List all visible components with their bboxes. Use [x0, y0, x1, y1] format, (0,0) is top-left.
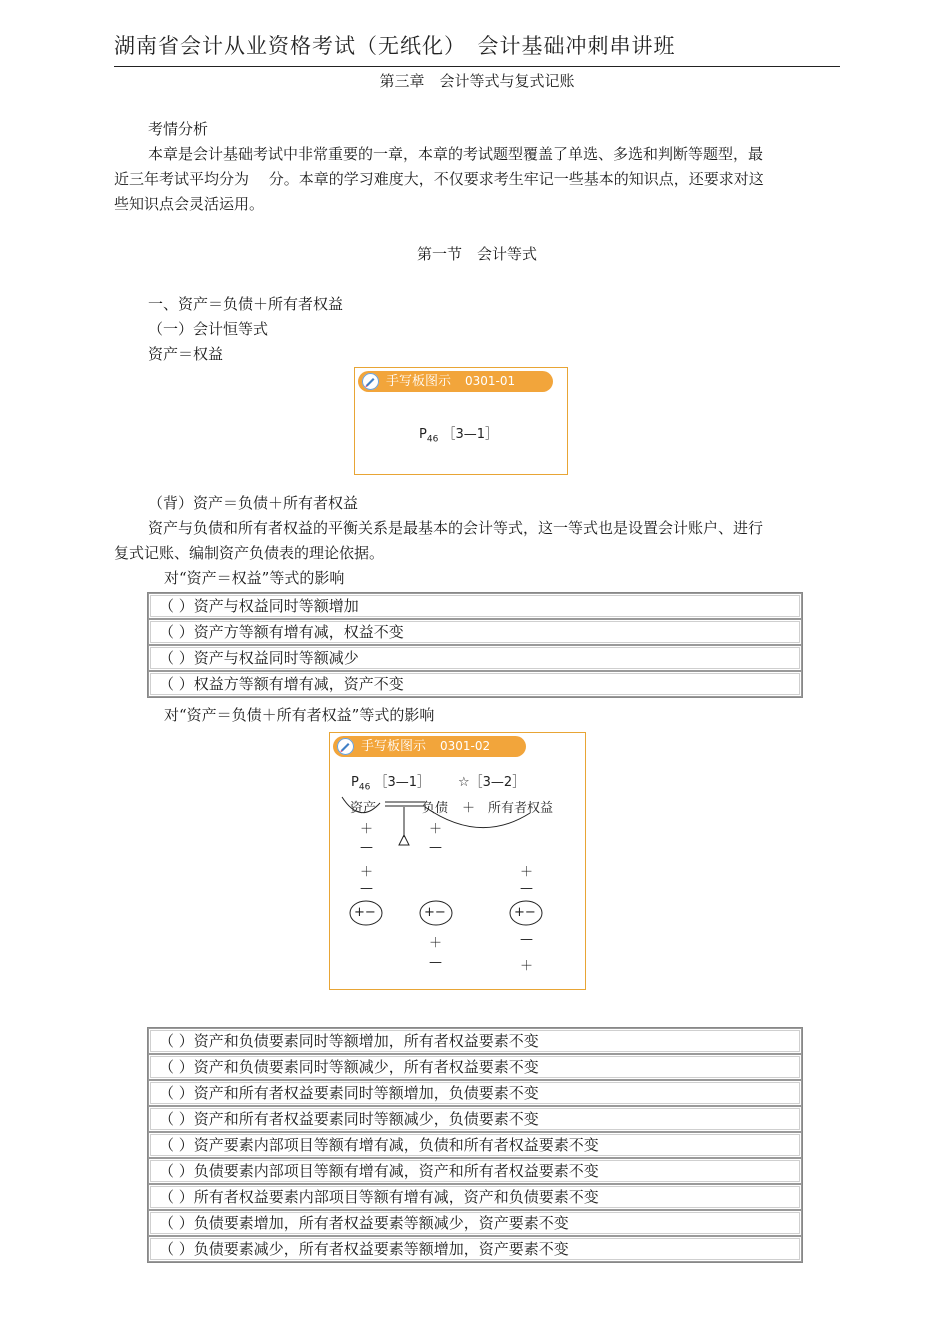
board-tab-label: 手写板图示 — [386, 374, 452, 389]
board-code: 0301-02 — [440, 739, 491, 753]
board-reference: $P_{46}$ ［3—1］ — [351, 775, 430, 793]
chapter-title: 第三章 会计等式与复式记账 — [379, 72, 575, 90]
sign-minus: — — [360, 881, 373, 896]
sign-plus: ＋ — [360, 822, 374, 837]
sign-plus-minus: +− — [514, 905, 536, 920]
impact2-table — [147, 1027, 803, 1263]
impact1-title: 对“资产＝权益”等式的影响 — [164, 569, 345, 587]
sign-minus: — — [360, 840, 373, 855]
header-title: 湖南省会计从业资格考试（无纸化） 会计基础冲刺串讲班 — [114, 34, 676, 58]
board-tab — [358, 371, 553, 392]
handwriting-board-2 — [329, 732, 586, 990]
table-row: （ ）资产与权益同时等额增加 — [148, 593, 802, 619]
handwriting-board-1 — [354, 367, 568, 475]
impact2-title: 对“资产＝负债＋所有者权益”等式的影响 — [164, 706, 435, 724]
analysis-text-line2: 近三年考试平均分为 分。本章的学习难度大，不仅要求考生牢记一些基本的知识点，还要求对这 — [114, 170, 764, 188]
table-row: （ ）负债要素减少，所有者权益要素等额增加，资产要素不变 — [148, 1236, 802, 1262]
table-row: （ ）资产方等额有增有减，权益不变 — [148, 619, 802, 645]
balance-para-line2: 复式记账、编制资产负债表的理论依据。 — [114, 544, 385, 562]
table-row: （ ）资产和负债要素同时等额减少，所有者权益要素不变 — [148, 1054, 802, 1080]
impact1-table — [147, 592, 803, 698]
eq-plus: ＋ — [462, 801, 476, 816]
table-row: （ ）负债要素内部项目等额有增有减，资产和所有者权益要素不变 — [148, 1158, 802, 1184]
board-tab-label: 手写板图示 — [361, 739, 427, 754]
board-reference-star: ☆［3—2］ — [458, 775, 526, 790]
sign-plus-minus: +− — [354, 905, 376, 920]
table-row: （ ）所有者权益要素内部项目等额有增有减，资产和负债要素不变 — [148, 1184, 802, 1210]
sign-minus: — — [520, 881, 533, 896]
table-row: （ ）资产和负债要素同时等额增加，所有者权益要素不变 — [148, 1028, 802, 1054]
sign-plus: ＋ — [360, 865, 374, 880]
sign-plus: ＋ — [429, 936, 443, 951]
eq-asset: 资产 — [350, 801, 377, 816]
table-row: （ ）资产与权益同时等额减少 — [148, 645, 802, 671]
sign-plus: ＋ — [429, 822, 443, 837]
table-row: （ ）资产和所有者权益要素同时等额减少，负债要素不变 — [148, 1106, 802, 1132]
table-row: （ ）权益方等额有增有减，资产不变 — [148, 671, 802, 697]
equation-line: 资产＝权益 — [148, 345, 224, 363]
sign-plus-minus: +− — [424, 905, 446, 920]
topic-heading: 一、资产＝负债＋所有者权益 — [148, 295, 344, 313]
analysis-text-line3: 些知识点会灵活运用。 — [114, 195, 265, 213]
section-title: 第一节 会计等式 — [416, 245, 537, 263]
recite-line: （背）资产＝负债＋所有者权益 — [148, 494, 359, 512]
sign-plus: ＋ — [520, 865, 534, 880]
table-row: （ ）负债要素增加，所有者权益要素等额减少，资产要素不变 — [148, 1210, 802, 1236]
analysis-heading: 考情分析 — [148, 120, 209, 138]
sign-minus: — — [429, 955, 442, 970]
eq-liability: 负债 — [422, 801, 449, 816]
sign-minus: — — [520, 932, 533, 947]
pen-icon — [362, 373, 379, 390]
sign-minus: — — [429, 840, 442, 855]
balance-para-line1: 资产与负债和所有者权益的平衡关系是最基本的会计等式，这一等式也是设置会计账户、进行 — [148, 519, 764, 537]
table-row: （ ）资产和所有者权益要素同时等额增加，负债要素不变 — [148, 1080, 802, 1106]
board-code: 0301-01 — [465, 374, 516, 388]
board-reference: $P_{46}$ ［3—1］ — [419, 427, 498, 445]
analysis-text-line1: 本章是会计基础考试中非常重要的一章，本章的考试题型覆盖了单选、多选和判断等题型，最 — [148, 145, 764, 163]
eq-equity: 所有者权益 — [488, 801, 554, 816]
sign-plus: ＋ — [520, 959, 534, 974]
topic-subheading: （一）会计恒等式 — [148, 320, 269, 338]
table-row: （ ）资产要素内部项目等额有增有减，负债和所有者权益要素不变 — [148, 1132, 802, 1158]
page-header — [114, 30, 840, 67]
